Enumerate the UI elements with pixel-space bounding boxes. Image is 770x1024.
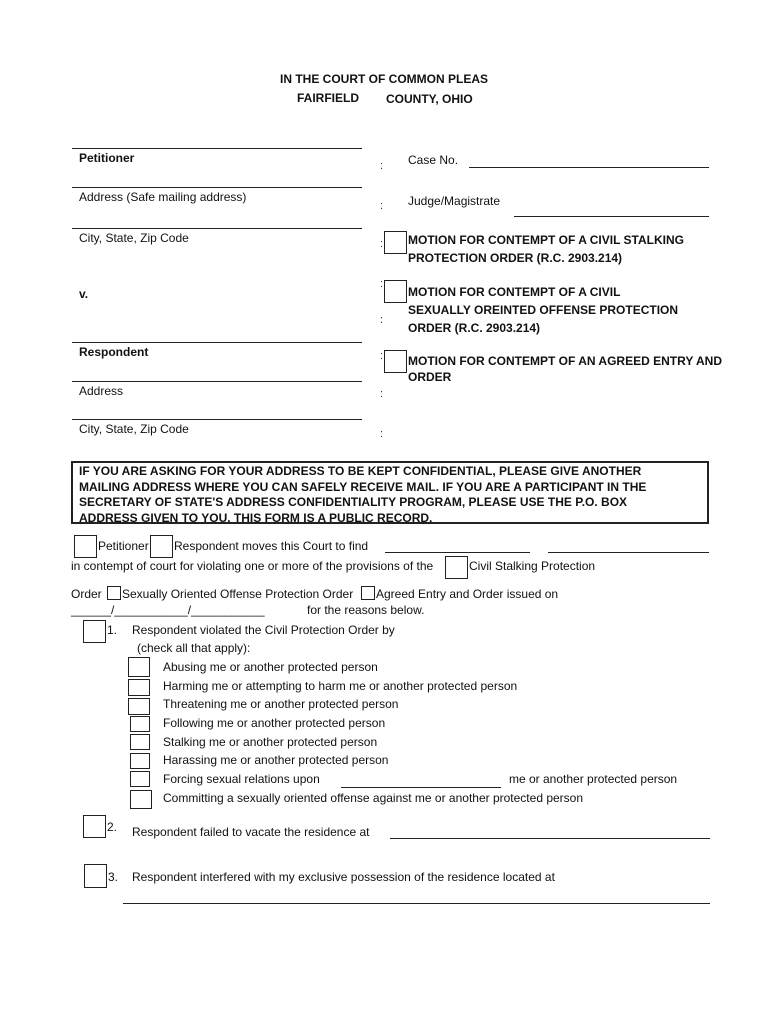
stalking-option: Stalking me or another protected person bbox=[163, 735, 378, 749]
item-1-checkbox[interactable] bbox=[83, 620, 106, 643]
sexual-offense-motion-line1: MOTION FOR CONTEMPT OF A CIVIL bbox=[408, 285, 621, 299]
confidentiality-notice bbox=[71, 461, 709, 524]
sexual-offense-checkbox[interactable] bbox=[107, 586, 121, 600]
sexual-offense-option: Sexually Oriented Offense Protection Order bbox=[122, 587, 354, 601]
threatening-option: Threatening me or another protected person bbox=[163, 697, 399, 711]
petitioner-name-line[interactable] bbox=[72, 148, 362, 149]
item-1-subtext: (check all that apply): bbox=[137, 641, 251, 655]
judge-label: Judge/Magistrate bbox=[408, 194, 501, 208]
harassing-option: Harassing me or another protected person bbox=[163, 753, 389, 767]
abusing-option: Abusing me or another protected person bbox=[163, 660, 378, 674]
following-checkbox[interactable] bbox=[130, 716, 150, 732]
divider-colon: : bbox=[380, 428, 384, 440]
divider-colon: : bbox=[380, 238, 384, 250]
forcing-checkbox[interactable] bbox=[130, 771, 150, 787]
respondent-city-label: City, State, Zip Code bbox=[79, 422, 189, 436]
civil-stalking-checkbox[interactable] bbox=[445, 556, 468, 579]
committing-option: Committing a sexually oriented offense against me or another protected person bbox=[163, 791, 584, 805]
abusing-checkbox[interactable] bbox=[128, 657, 150, 677]
court-title: IN THE COURT OF COMMON PLEAS bbox=[280, 72, 488, 86]
residence-address-field[interactable] bbox=[123, 903, 710, 904]
sexual-offense-motion-line3: ORDER (R.C. 2903.214) bbox=[408, 321, 541, 335]
agreed-entry-checkbox[interactable] bbox=[361, 586, 375, 600]
petitioner-label: Petitioner bbox=[79, 151, 135, 165]
item-2-checkbox[interactable] bbox=[83, 815, 106, 838]
respondent-label: Respondent bbox=[79, 345, 149, 359]
agreed-entry-motion-line1: MOTION FOR CONTEMPT OF AN AGREED ENTRY AND bbox=[408, 354, 722, 368]
party-name-field[interactable] bbox=[385, 552, 530, 553]
respondent-city-line[interactable] bbox=[72, 419, 362, 420]
item-3-text: Respondent interfered with my exclusive possession of the residence located at bbox=[132, 870, 555, 884]
harassing-checkbox[interactable] bbox=[130, 753, 150, 769]
order-word: Order bbox=[71, 587, 102, 601]
county-state: COUNTY, OHIO bbox=[386, 92, 473, 106]
party-name-field-2[interactable] bbox=[548, 552, 709, 553]
notice-line: MAILING ADDRESS WHERE YOU CAN SAFELY RECEIVE MAIL. IF YOU ARE A PARTICIPANT IN THE bbox=[79, 479, 647, 494]
petitioner-checkbox[interactable] bbox=[74, 535, 97, 558]
case-no-label: Case No. bbox=[408, 153, 459, 167]
notice-line: IF YOU ARE ASKING FOR YOUR ADDRESS TO BE KEPT CONFIDENTIAL, PLEASE GIVE ANOTHER bbox=[79, 464, 642, 478]
item-3-checkbox[interactable] bbox=[84, 864, 107, 888]
item-3-number: 3. bbox=[108, 870, 119, 884]
agreed-entry-motion-line2: ORDER bbox=[408, 370, 452, 384]
following-option: Following me or another protected person bbox=[163, 716, 386, 730]
harming-checkbox[interactable] bbox=[128, 679, 150, 696]
versus-label: v. bbox=[79, 287, 89, 301]
divider-colon: : bbox=[380, 278, 384, 290]
contempt-text: in contempt of court for violating one or more of the provisions of the bbox=[71, 559, 434, 573]
petitioner-address-label: Address (Safe mailing address) bbox=[79, 190, 247, 204]
item-2-number: 2. bbox=[107, 820, 118, 834]
stalking-checkbox[interactable] bbox=[130, 734, 150, 750]
divider-colon: : bbox=[380, 388, 384, 400]
respondent-name-line[interactable] bbox=[72, 342, 362, 343]
respondent-address-label: Address bbox=[79, 384, 124, 398]
petitioner-address-line[interactable] bbox=[72, 187, 362, 188]
item-1-number: 1. bbox=[107, 623, 118, 637]
issued-date-field[interactable]: ______/___________/___________ bbox=[71, 603, 265, 617]
divider-colon: : bbox=[380, 350, 384, 362]
item-2-text: Respondent failed to vacate the residence at bbox=[132, 825, 370, 839]
divider-colon: : bbox=[380, 314, 384, 326]
civil-stalking-motion-checkbox[interactable] bbox=[384, 231, 407, 254]
petitioner-option: Petitioner bbox=[98, 539, 149, 553]
county-name: FAIRFIELD bbox=[297, 91, 359, 105]
sexual-offense-motion-checkbox[interactable] bbox=[384, 280, 407, 303]
divider-colon: : bbox=[380, 160, 384, 172]
forcing-person-field[interactable] bbox=[341, 787, 501, 788]
respondent-option: Respondent moves this Court to find bbox=[174, 539, 369, 553]
agreed-entry-motion-checkbox[interactable] bbox=[384, 350, 407, 373]
respondent-checkbox[interactable] bbox=[150, 535, 173, 558]
vacate-address-field[interactable] bbox=[390, 838, 710, 839]
petitioner-city-line[interactable] bbox=[72, 228, 362, 229]
civil-stalking-motion-line1: MOTION FOR CONTEMPT OF A CIVIL STALKING bbox=[408, 233, 684, 247]
agreed-entry-option: Agreed Entry and Order issued on bbox=[376, 587, 559, 601]
committing-checkbox[interactable] bbox=[130, 790, 152, 809]
threatening-checkbox[interactable] bbox=[128, 698, 150, 715]
reasons-text: for the reasons below. bbox=[307, 603, 425, 617]
civil-stalking-motion-line2: PROTECTION ORDER (R.C. 2903.214) bbox=[408, 251, 623, 265]
harming-option: Harming me or attempting to harm me or another protected person bbox=[163, 679, 518, 693]
civil-stalking-option: Civil Stalking Protection bbox=[469, 559, 596, 573]
respondent-address-line[interactable] bbox=[72, 381, 362, 382]
forcing-suffix: me or another protected person bbox=[509, 772, 678, 786]
sexual-offense-motion-line2: SEXUALLY OREINTED OFFENSE PROTECTION bbox=[408, 303, 679, 317]
item-1-text: Respondent violated the Civil Protection Order by bbox=[132, 623, 395, 637]
divider-colon: : bbox=[380, 200, 384, 212]
judge-field[interactable] bbox=[514, 216, 709, 217]
petitioner-city-label: City, State, Zip Code bbox=[79, 231, 189, 245]
case-no-field[interactable] bbox=[469, 167, 709, 168]
notice-line: ADDRESS GIVEN TO YOU. THIS FORM IS A PUBLIC RECORD. bbox=[79, 510, 433, 525]
notice-line: SECRETARY OF STATE'S ADDRESS CONFIDENTIALITY PROGRAM, PLEASE USE THE P.O. BOX bbox=[79, 495, 628, 509]
forcing-option: Forcing sexual relations upon bbox=[163, 772, 320, 786]
